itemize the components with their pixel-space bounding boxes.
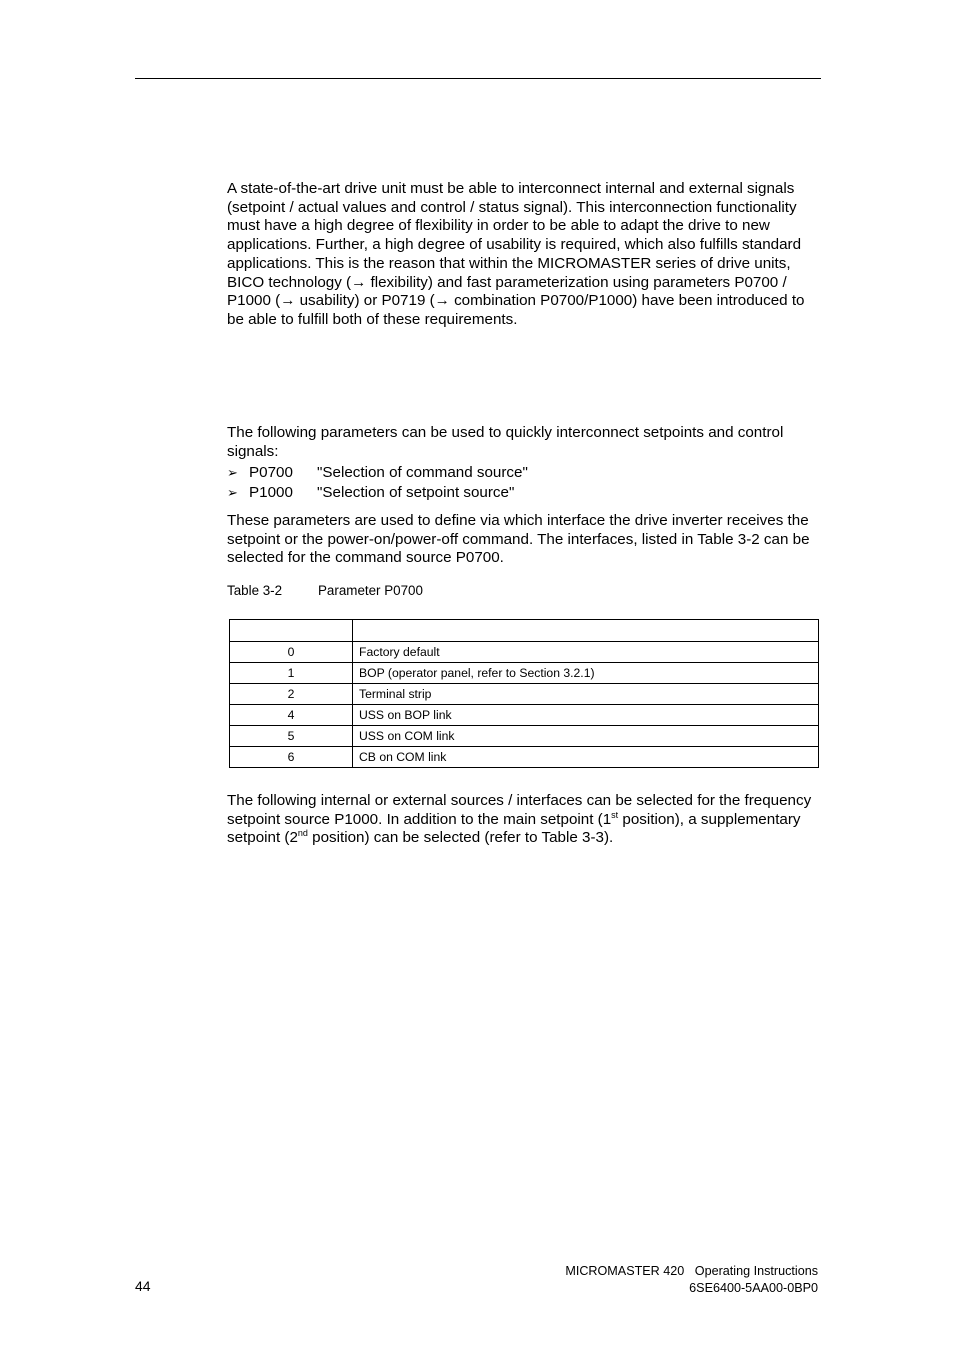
arrow-bullet-icon: ➢	[227, 485, 238, 500]
header-cell	[353, 620, 819, 642]
arrow-bullet-icon: ➢	[227, 465, 238, 480]
quick-parameters-paragraph: The following parameters can be used to quickly interconnect setpoints and control signals:	[227, 424, 784, 460]
value-cell: 6	[230, 747, 353, 768]
table-number: Table 3-2	[227, 583, 283, 598]
value-cell: 4	[230, 705, 353, 726]
description-cell: CB on COM link	[353, 747, 819, 768]
value-cell: 2	[230, 684, 353, 705]
table-row	[230, 747, 819, 768]
parameter-table	[229, 619, 819, 768]
page-number: 44	[135, 1278, 151, 1294]
table-row	[230, 726, 819, 747]
footer-title	[565, 1263, 818, 1279]
description-cell: BOP (operator panel, refer to Section 3.2.1)	[353, 663, 819, 684]
bullet-code: P0700	[249, 464, 293, 481]
bullet-item-p0700	[227, 463, 528, 483]
table-row	[230, 705, 819, 726]
description-cell: USS on BOP link	[353, 705, 819, 726]
table-row	[230, 663, 819, 684]
table-row	[230, 684, 819, 705]
description-cell: Terminal strip	[353, 684, 819, 705]
table-caption	[227, 582, 423, 600]
description-cell: Factory default	[353, 642, 819, 663]
bullet-item-p1000	[227, 483, 514, 503]
bullet-text: "Selection of setpoint source"	[317, 484, 515, 501]
table-title: Parameter P0700	[318, 583, 423, 598]
value-cell: 1	[230, 663, 353, 684]
bullet-text: "Selection of command source"	[317, 464, 528, 481]
product-name: MICROMASTER 420	[565, 1264, 685, 1278]
value-cell: 5	[230, 726, 353, 747]
value-cell: 0	[230, 642, 353, 663]
intro-paragraph: A state-of-the-art drive unit must be able to interconnect internal and external signals (setpoint / actual values and control / status signal). This interconnection functionality must have a high degree of flexibility in order to be able to adapt the drive to new applications. Further, a high degree of usability is required, which also fulfills standard applications. This is the reason that within the MICROMASTER series of drive units, BICO technology (→ flexibility) and fast parameterization using parameters P0700 / P1000 (→ usability) or P0719 (→ combination P0700/P1000) have been introduced to be able to fulfill both of these requirements.	[227, 180, 805, 328]
description-cell: USS on COM link	[353, 726, 819, 747]
table-row	[230, 642, 819, 663]
bullet-code: P1000	[249, 484, 293, 501]
order-number: 6SE6400-5AA00-0BP0	[689, 1281, 818, 1295]
document-type: Operating Instructions	[694, 1264, 818, 1278]
header-rule	[135, 78, 821, 79]
header-cell	[230, 620, 353, 642]
setpoint-sources-paragraph: The following internal or external sources / interfaces can be selected for the frequency setpoint source P1000. In addition to the main setpoint (1st position), a supplementary setpoint (2nd position) can be selected (refer to Table 3-3).	[227, 792, 812, 847]
table-header-row	[230, 620, 819, 642]
interface-paragraph: These parameters are used to define via which interface the drive inverter receives the setpoint or the power-on/power-off command. The interfaces, listed in Table 3-2 can be selected for the command source P0700.	[227, 512, 810, 567]
